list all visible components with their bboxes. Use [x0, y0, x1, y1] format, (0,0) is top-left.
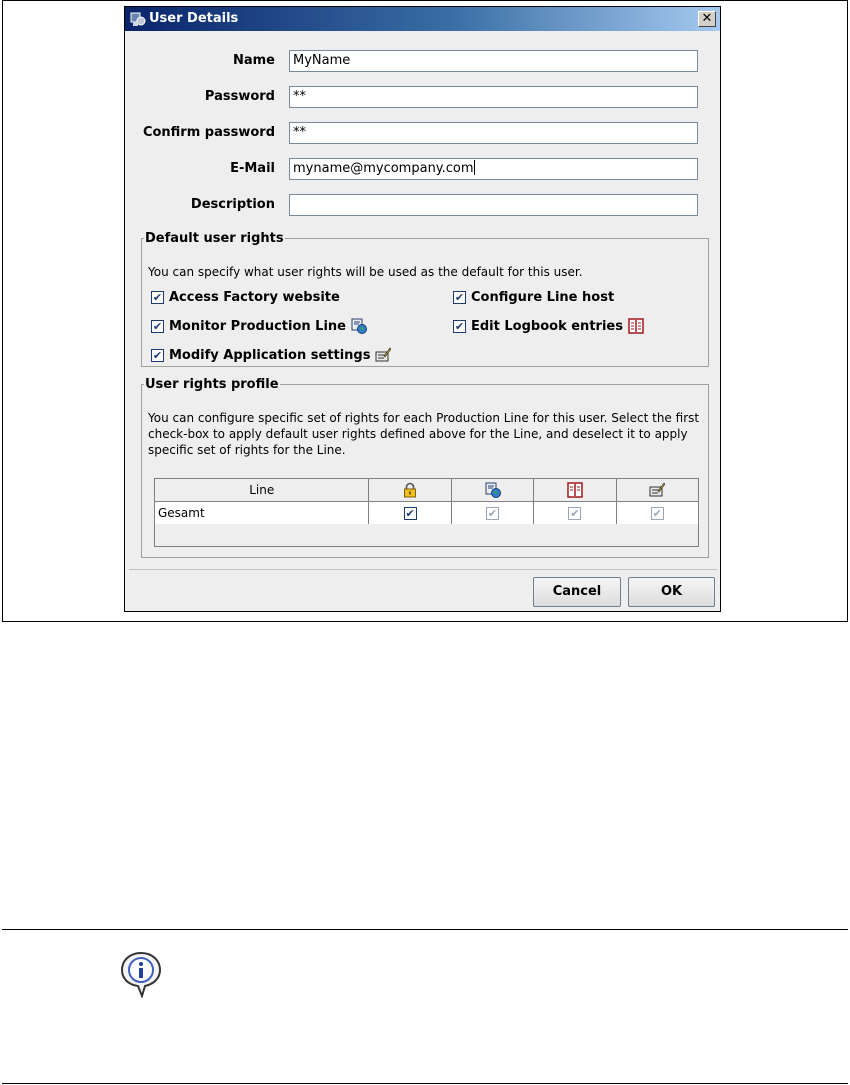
note-top-rule: [2, 929, 848, 930]
default-rights-group: [141, 231, 709, 367]
monitor-production-label: Monitor Production Line: [169, 318, 346, 334]
monitor-production-checkbox[interactable]: [151, 318, 367, 334]
check-icon: ✔: [570, 507, 580, 520]
default-rights-legend: Default user rights: [145, 231, 284, 246]
name-input[interactable]: MyName: [289, 50, 698, 72]
app-icon: [130, 11, 146, 27]
rights-table: [154, 478, 699, 525]
name-label: Name: [232, 53, 275, 68]
confirm-password-label: Confirm password: [142, 125, 275, 140]
logbook-cell: [534, 502, 616, 525]
ok-button[interactable]: OK: [628, 577, 715, 607]
rights-profile-description: You can configure specific set of rights for each Production Line for this user. Select the first check-box to apply default user rights defined above for the Line, and deselect it to apply specific set of rights for the Line.: [148, 411, 700, 457]
check-icon: ✔: [652, 507, 662, 520]
table-row[interactable]: [155, 502, 699, 525]
modify-settings-label: Modify Application settings: [169, 347, 371, 363]
email-input[interactable]: [289, 158, 698, 180]
column-header-settings[interactable]: [616, 479, 698, 502]
description-label: Description: [190, 197, 275, 212]
close-icon: ✕: [701, 11, 713, 26]
description-input[interactable]: [289, 194, 698, 216]
check-icon: ✔: [152, 319, 163, 333]
modify-settings-checkbox[interactable]: [151, 347, 391, 363]
column-header-monitor[interactable]: [451, 479, 533, 502]
lock-icon: [402, 482, 418, 498]
info-icon: [118, 950, 164, 998]
default-rights-description: You can specify what user rights will be used as the default for this user.: [148, 265, 583, 279]
dialog-titlebar[interactable]: [125, 7, 720, 31]
default-rights-cell[interactable]: [369, 502, 451, 525]
configure-line-host-label: Configure Line host: [471, 290, 615, 305]
close-button[interactable]: [698, 11, 716, 27]
check-icon[interactable]: ✔: [405, 507, 415, 520]
table-empty-area: [154, 524, 699, 547]
access-factory-label: Access Factory website: [169, 290, 340, 305]
rights-profile-group: [141, 377, 709, 558]
column-header-line[interactable]: Line: [155, 479, 369, 502]
logbook-icon: [567, 482, 583, 498]
user-details-dialog: [124, 6, 721, 612]
edit-logbook-checkbox[interactable]: [453, 318, 644, 334]
check-icon: ✔: [454, 319, 465, 333]
configure-line-host-checkbox[interactable]: [453, 290, 614, 305]
password-label: Password: [204, 89, 275, 104]
monitor-globe-icon: [351, 318, 367, 334]
check-icon: ✔: [152, 348, 163, 362]
password-input[interactable]: **: [289, 86, 698, 108]
check-icon: ✔: [152, 291, 163, 304]
cancel-button[interactable]: Cancel: [533, 577, 621, 607]
email-label: E-Mail: [230, 161, 275, 176]
logbook-icon: [628, 318, 644, 334]
rights-profile-legend: User rights profile: [145, 377, 279, 392]
line-cell[interactable]: Gesamt: [155, 502, 369, 525]
column-header-default[interactable]: [369, 479, 451, 502]
edit-logbook-label: Edit Logbook entries: [471, 318, 623, 334]
table-header-row: [155, 479, 699, 502]
confirm-password-input[interactable]: **: [289, 122, 698, 144]
monitor-cell: [451, 502, 533, 525]
note-bottom-rule: [2, 1083, 848, 1084]
column-header-logbook[interactable]: [534, 479, 616, 502]
check-icon: ✔: [487, 507, 498, 520]
settings-edit-icon: [375, 347, 391, 363]
access-factory-checkbox[interactable]: [151, 290, 340, 305]
text-caret: [474, 160, 475, 175]
monitor-globe-icon: [485, 482, 501, 498]
settings-cell: [616, 502, 698, 525]
check-icon: ✔: [454, 291, 465, 304]
settings-edit-icon: [649, 482, 665, 498]
button-separator: [129, 569, 717, 570]
dialog-title: User Details: [149, 11, 239, 26]
email-value: myname@mycompany.com: [293, 161, 474, 176]
